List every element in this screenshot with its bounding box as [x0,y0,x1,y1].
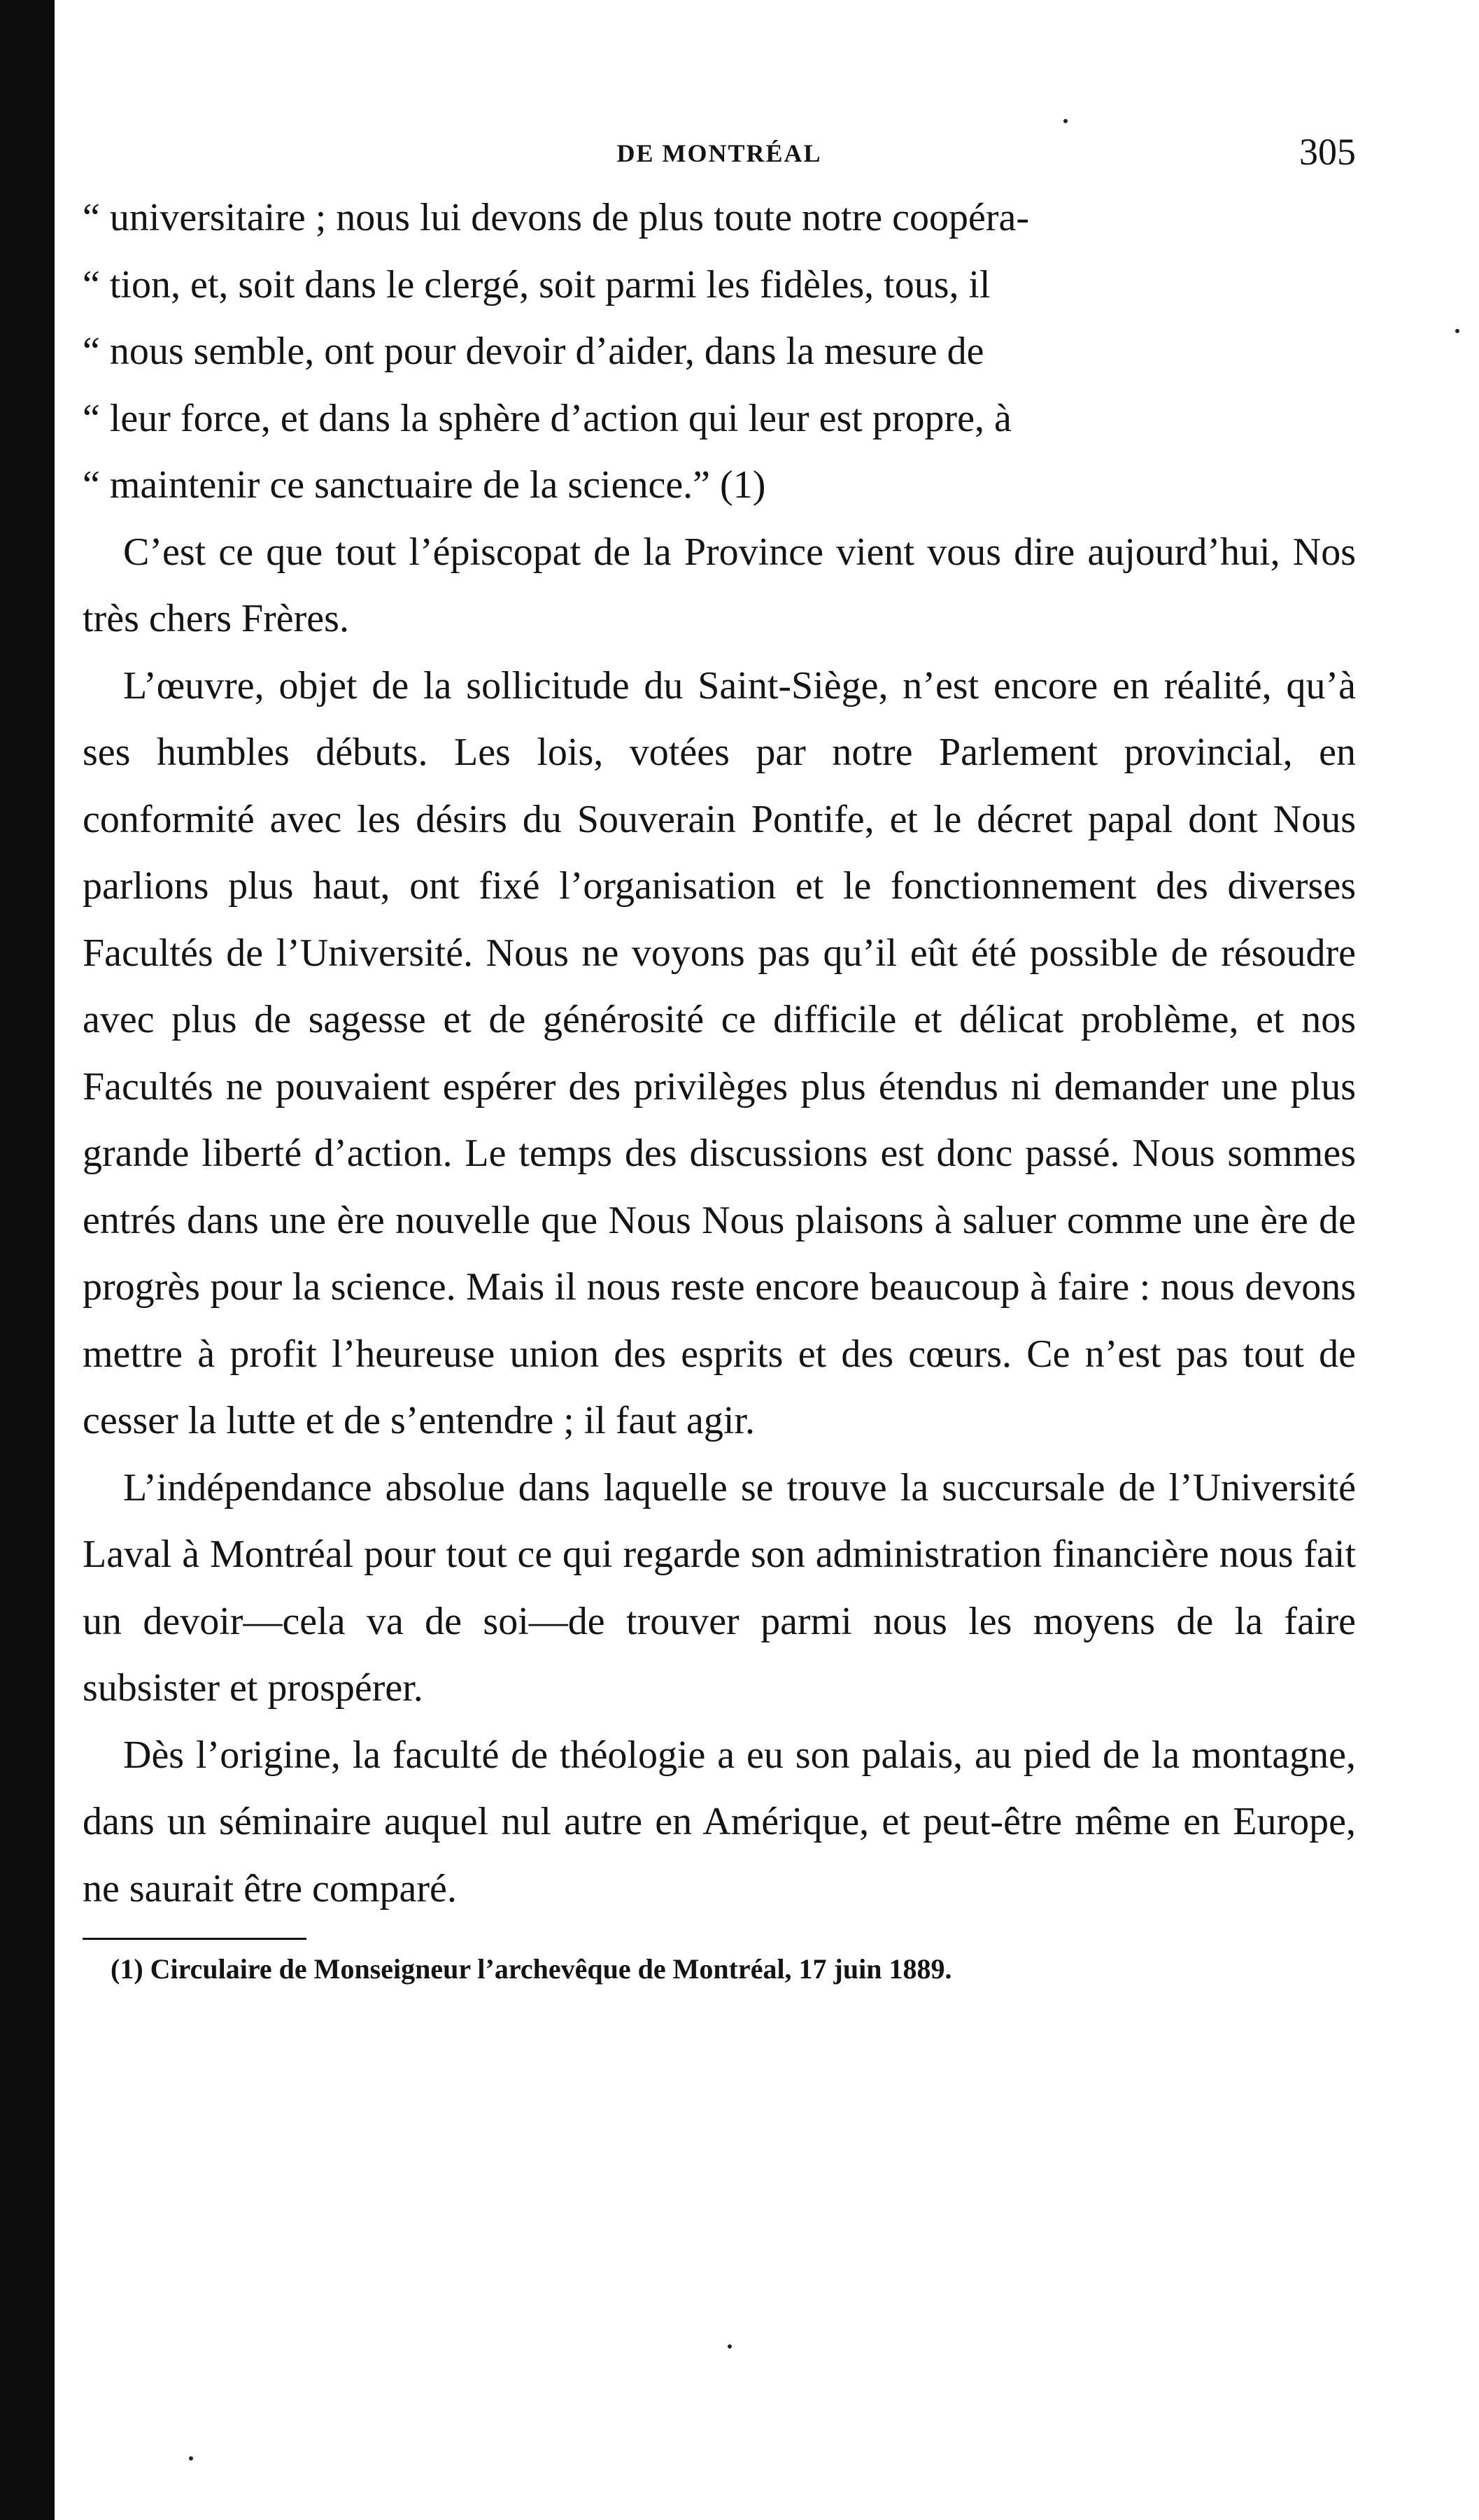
quotation-line: “ universitaire ; nous lui devons de plus toute notre coopéra- [83,196,1029,239]
page-number: 305 [1299,131,1356,173]
print-speck [1455,329,1459,333]
quotation-line: “ tion, et, soit dans le clergé, soit parmi les fidèles, tous, il [83,262,991,307]
print-speck [189,2456,193,2461]
page-body [83,185,1356,1922]
book-page [83,126,1356,1985]
quotation-line: “ nous semble, ont pour devoir d’aider, dans la mesure de [83,330,984,373]
footnote: (1) Circulaire de Monseigneur l’archevêque de Montréal, 17 juin 1889. [111,1953,952,1985]
book-binding-edge [0,0,55,2520]
running-head [83,126,1356,175]
print-speck [1063,119,1068,123]
paragraph: L’œuvre, objet de la sollicitude du Saint-Siège, n’est encore en réalité, qu’à ses humbles débuts. Les lois, votées par notre Parlement provincial, en conformité avec les désirs du Souverain Pontife, et le décret papal dont Nous parlions plus haut, ont fixé l’organisation et le fonctionnement des diverses Facultés de l’Université. Nous ne voyons pas qu’il eût été possible de résoudre avec plus de sagesse et de générosité ce difficile et délicat problème, et nos Facultés ne pouvaient espérer des privilèges plus étendus ni demander une plus grande liberté d’action. Le temps des discussions est donc passé. Nous sommes entrés dans une ère nouvelle que Nous Nous plaisons à saluer comme une ère de progrès pour la science. Mais il nous reste encore beaucoup à faire : nous devons mettre à profit l’heureuse union des esprits et des cœurs. Ce n’est pas tout de cesser la lutte et de s’entendre ; il faut agir. [83,663,1356,1442]
quotation-line: “ maintenir ce sanctuaire de la science.” (1) [83,463,766,507]
paragraph: L’indépendance absolue dans laquelle se trouve la succursale de l’Université Laval à Montréal pour tout ce qui regarde son administration financière nous fait un devoir—cela va de soi—de trouver parmi nous les moyens de la faire subsister et prospérer. [83,1465,1356,1710]
running-title: DE MONTRÉAL [616,139,822,167]
print-speck [728,2344,732,2349]
paragraph: Dès l’origine, la faculté de théologie a eu son palais, au pied de la montagne, dans un séminaire auquel nul autre en Amérique, et peut-être même en Europe, ne saurait être comparé. [83,1733,1356,1910]
footnote-divider [83,1938,306,1940]
paragraph: C’est ce que tout l’épiscopat de la Province vient vous dire aujourd’hui, Nos très chers Frères. [83,530,1356,640]
quotation-line: “ leur force, et dans la sphère d’action qui leur est propre, à [83,396,1012,440]
